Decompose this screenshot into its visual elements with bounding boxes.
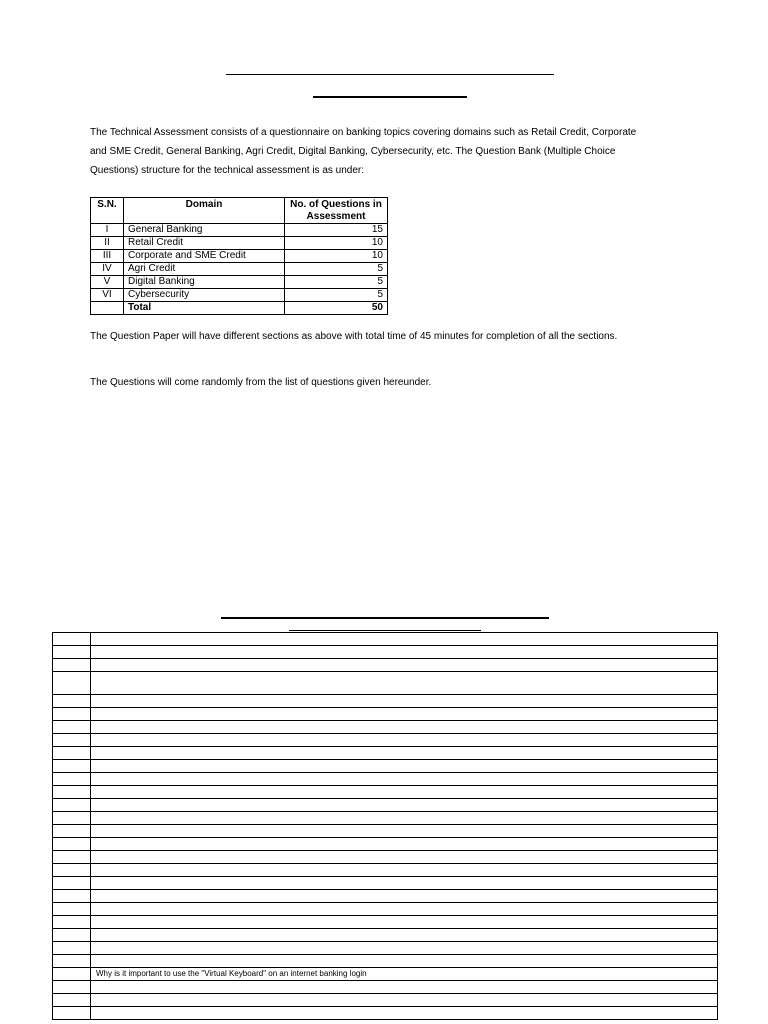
question-row	[53, 929, 718, 942]
question-row	[53, 812, 718, 825]
question-text-cell	[91, 672, 718, 695]
question-text-cell	[91, 851, 718, 864]
question-row	[53, 695, 718, 708]
domain-count-cell: 10	[285, 250, 388, 263]
domain-sn-cell: II	[91, 237, 124, 250]
question-row	[53, 633, 718, 646]
question-text-cell	[91, 799, 718, 812]
question-number-cell	[53, 773, 91, 786]
question-text-cell	[91, 929, 718, 942]
domain-row	[91, 289, 388, 302]
question-number-cell	[53, 659, 91, 672]
question-number-cell	[53, 695, 91, 708]
domain-name-cell: Cybersecurity	[124, 289, 285, 302]
domain-sn-cell: III	[91, 250, 124, 263]
random-paragraph: The Questions will come randomly from the list of questions given hereunder.	[90, 377, 432, 388]
question-text-cell	[91, 916, 718, 929]
intro-paragraph: The Technical Assessment consists of a questionnaire on banking topics covering domains such as Retail Credit, Corporate and SME Credit, General Banking, Agri Credit, Digital Banking, Cybersecurity, etc. The Question Bank (Multiple Choice Questions) structure for the technical assessment is as under:	[90, 127, 637, 176]
question-row	[53, 916, 718, 929]
question-number-cell	[53, 825, 91, 838]
question-number-cell	[53, 916, 91, 929]
question-number-cell	[53, 864, 91, 877]
domain-name-cell: Agri Credit	[124, 263, 285, 276]
question-number-cell	[53, 851, 91, 864]
question-row	[53, 981, 718, 994]
question-text-cell	[91, 760, 718, 773]
question-number-cell	[53, 786, 91, 799]
question-number-cell	[53, 812, 91, 825]
question-row	[53, 994, 718, 1007]
domain-sn-cell: IV	[91, 263, 124, 276]
question-text-cell	[91, 747, 718, 760]
domain-row	[91, 250, 388, 263]
domain-name-cell: Corporate and SME Credit	[124, 250, 285, 263]
domain-total-value: 50	[285, 302, 388, 315]
question-row	[53, 838, 718, 851]
question-bank-title-underline	[221, 617, 549, 619]
question-text-cell	[91, 695, 718, 708]
question-number-cell	[53, 942, 91, 955]
question-row	[53, 799, 718, 812]
question-row	[53, 903, 718, 916]
question-number-cell	[53, 799, 91, 812]
question-number-cell	[53, 1007, 91, 1020]
title-underline	[226, 74, 554, 75]
domain-name-cell: General Banking	[124, 224, 285, 237]
question-number-cell	[53, 672, 91, 695]
question-row	[53, 1007, 718, 1020]
question-row	[53, 851, 718, 864]
domain-count-cell: 5	[285, 276, 388, 289]
question-number-cell	[53, 760, 91, 773]
question-text-cell	[91, 903, 718, 916]
question-number-cell	[53, 903, 91, 916]
question-text-cell	[91, 890, 718, 903]
question-row	[53, 786, 718, 799]
question-text-cell	[91, 786, 718, 799]
question-number-cell	[53, 838, 91, 851]
question-number-cell	[53, 968, 91, 981]
question-row	[53, 890, 718, 903]
question-row	[53, 825, 718, 838]
question-text-cell: Why is it important to use the "Virtual Keyboard" on an internet banking login	[91, 968, 718, 981]
domain-name-cell: Digital Banking	[124, 276, 285, 289]
question-text-cell	[91, 646, 718, 659]
question-row	[53, 721, 718, 734]
domain-row	[91, 276, 388, 289]
question-text-cell	[91, 994, 718, 1007]
question-number-cell	[53, 734, 91, 747]
question-row	[53, 968, 718, 981]
question-row	[53, 659, 718, 672]
question-number-cell	[53, 721, 91, 734]
question-row	[53, 760, 718, 773]
question-row	[53, 708, 718, 721]
question-row	[53, 747, 718, 760]
question-text-cell	[91, 633, 718, 646]
domain-total-blank	[91, 302, 124, 315]
question-text-cell	[91, 812, 718, 825]
question-row	[53, 877, 718, 890]
question-number-cell	[53, 708, 91, 721]
header-domain: Domain	[124, 198, 285, 224]
question-number-cell	[53, 994, 91, 1007]
domain-total-row	[91, 302, 388, 315]
question-row	[53, 942, 718, 955]
question-bank-subtitle-underline	[289, 630, 481, 631]
domain-count-cell: 10	[285, 237, 388, 250]
question-number-cell	[53, 981, 91, 994]
question-number-cell	[53, 929, 91, 942]
question-text-cell	[91, 955, 718, 968]
question-row	[53, 672, 718, 695]
domain-total-label: Total	[124, 302, 285, 315]
domain-sn-cell: VI	[91, 289, 124, 302]
question-number-cell	[53, 877, 91, 890]
domain-sn-cell: I	[91, 224, 124, 237]
question-row	[53, 734, 718, 747]
sections-paragraph: The Question Paper will have different sections as above with total time of 45 minutes for completion of all the sections.	[90, 331, 618, 342]
domain-count-cell: 5	[285, 263, 388, 276]
domain-count-cell: 5	[285, 289, 388, 302]
question-row	[53, 955, 718, 968]
domain-name-cell: Retail Credit	[124, 237, 285, 250]
question-text-cell	[91, 825, 718, 838]
domain-count-cell: 15	[285, 224, 388, 237]
question-number-cell	[53, 890, 91, 903]
domain-table-header	[91, 198, 388, 224]
domain-table	[90, 197, 388, 315]
domain-row	[91, 224, 388, 237]
question-text-cell	[91, 773, 718, 786]
question-number-cell	[53, 646, 91, 659]
question-number-cell	[53, 633, 91, 646]
question-text-cell	[91, 1007, 718, 1020]
question-text-cell	[91, 877, 718, 890]
question-text-cell	[91, 942, 718, 955]
question-row	[53, 773, 718, 786]
domain-sn-cell: V	[91, 276, 124, 289]
question-row	[53, 864, 718, 877]
question-number-cell	[53, 955, 91, 968]
question-text-cell	[91, 721, 718, 734]
subtitle-underline	[313, 96, 467, 98]
question-text-cell	[91, 981, 718, 994]
question-text-cell	[91, 659, 718, 672]
domain-row	[91, 237, 388, 250]
domain-row	[91, 263, 388, 276]
question-text-cell	[91, 708, 718, 721]
header-count: No. of Questions in Assessment	[285, 198, 388, 224]
question-text-cell	[91, 838, 718, 851]
question-row	[53, 646, 718, 659]
question-text-cell	[91, 734, 718, 747]
question-number-cell	[53, 747, 91, 760]
question-text-cell	[91, 864, 718, 877]
question-table	[52, 632, 718, 1020]
header-sn: S.N.	[91, 198, 124, 224]
